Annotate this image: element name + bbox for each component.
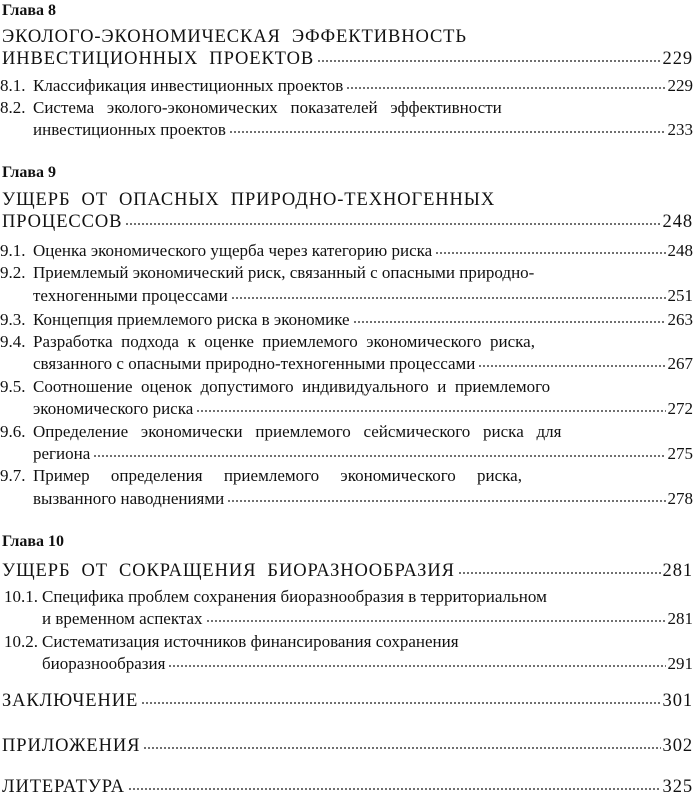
dot-leader <box>435 252 665 254</box>
page-number: 233 <box>667 120 693 139</box>
section-title-cont: вызванного наводнениями <box>33 489 225 508</box>
dot-leader <box>346 87 665 89</box>
entry-title: ЗАКЛЮЧЕНИЕ <box>2 691 139 711</box>
chapter-9-title-text-2: ПРОЦЕССОВ <box>2 212 123 232</box>
page-number: 278 <box>667 489 693 508</box>
section-title: Специфика проблем сохранения биоразнообразия в территориальном <box>42 587 547 606</box>
dot-leader <box>141 702 660 704</box>
section-title: Систематизация источников финансирования сохранения <box>42 632 459 651</box>
section-title: Определение экономически приемлемого сейсмического риска для <box>33 422 562 441</box>
section-number: 9.3. <box>0 310 26 329</box>
section-number: 8.1. <box>0 76 26 95</box>
entry-title: ЛИТЕРАТУРА <box>2 777 125 797</box>
section-9-5-line-2 <box>33 398 693 420</box>
page-number: 291 <box>667 654 693 673</box>
dot-leader <box>231 297 666 299</box>
section-title-cont: региона <box>33 444 91 463</box>
section-title: Пример определения приемлемого экономического риска, <box>33 466 522 485</box>
section-title-cont: инвестиционных проектов <box>33 120 226 139</box>
dot-leader <box>143 747 660 749</box>
section-9-4-line-2 <box>33 353 693 375</box>
dot-leader <box>317 60 660 62</box>
dot-leader <box>458 572 661 574</box>
section-number: 10.2. <box>4 632 38 651</box>
section-9-3-entry <box>0 309 693 331</box>
section-9-6-line-1 <box>0 421 655 443</box>
section-8-1-entry <box>0 75 693 97</box>
chapter-10-title-entry <box>2 560 693 582</box>
section-title: Соотношение оценок допустимого индивидуального и приемлемого <box>33 377 551 396</box>
page-number: 301 <box>662 691 693 711</box>
section-title-cont: экономического риска <box>33 399 194 418</box>
chapter-9-title-line-1 <box>2 189 622 211</box>
page-number: 325 <box>662 777 693 797</box>
dot-leader <box>128 788 661 790</box>
chapter-9-title-text-1: УЩЕРБ ОТ ОПАСНЫХ ПРИРОДНО-ТЕХНОГЕННЫХ <box>2 190 496 210</box>
page-number: 229 <box>667 76 693 95</box>
page-number: 302 <box>662 736 693 756</box>
section-9-7-line-1 <box>0 465 660 487</box>
section-title: Система эколого-экономических показателей эффективности <box>33 98 502 117</box>
section-8-2-line-1 <box>0 97 655 119</box>
section-number: 9.6. <box>0 422 26 441</box>
chapter-10-title-text: УЩЕРБ ОТ СОКРАЩЕНИЯ БИОРАЗНООБРАЗИЯ <box>2 561 455 581</box>
dot-leader <box>168 665 665 667</box>
section-10-1-line-1 <box>4 586 654 608</box>
toc-entry-appendices <box>2 735 693 757</box>
toc-entry-conclusion <box>2 690 693 712</box>
page-number: 281 <box>667 609 693 628</box>
page-number: 251 <box>667 286 693 305</box>
chapter-10-heading: Глава 10 <box>2 533 64 550</box>
section-9-1-entry <box>0 240 693 262</box>
page-number: 248 <box>667 241 693 260</box>
chapter-8-title-text-1: ЭКОЛОГО-ЭКОНОМИЧЕСКАЯ ЭФФЕКТИВНОСТЬ <box>2 27 467 47</box>
section-title-cont: и временном аспектах <box>42 609 203 628</box>
dot-leader <box>196 410 665 412</box>
section-9-2-line-2 <box>33 285 693 307</box>
page-number: 229 <box>662 49 693 69</box>
section-title-cont: связанного с опасными природно-техногенными процессами <box>33 354 476 373</box>
dot-leader <box>478 365 665 367</box>
section-number: 9.5. <box>0 377 26 396</box>
section-number: 8.2. <box>0 98 26 117</box>
section-9-6-line-2 <box>33 443 693 465</box>
page-number: 267 <box>667 354 693 373</box>
page-number: 275 <box>667 444 693 463</box>
section-10-1-line-2 <box>42 608 693 630</box>
dot-leader <box>229 131 666 133</box>
chapter-8-heading: Глава 8 <box>2 2 56 19</box>
chapter-8-title-entry <box>2 48 693 70</box>
dot-leader <box>353 321 666 323</box>
page-number: 248 <box>662 212 693 232</box>
section-title: Оценка экономического ущерба через категорию риска <box>33 241 433 260</box>
section-number: 9.4. <box>0 332 26 351</box>
section-title-cont: биоразнообразия <box>42 654 166 673</box>
chapter-8-title-text-2: ИНВЕСТИЦИОННЫХ ПРОЕКТОВ <box>2 49 315 69</box>
dot-leader <box>93 455 665 457</box>
section-9-2-line-1 <box>0 262 650 284</box>
chapter-9-heading: Глава 9 <box>2 164 56 181</box>
section-9-5-line-1 <box>0 376 660 398</box>
section-10-2-line-1 <box>4 631 644 653</box>
section-title: Классификация инвестиционных проектов <box>33 76 344 95</box>
section-8-2-line-2 <box>33 119 693 141</box>
chapter-9-title-entry <box>2 211 693 233</box>
dot-leader <box>206 620 666 622</box>
section-number: 9.2. <box>0 263 26 282</box>
section-number: 9.1. <box>0 241 26 260</box>
toc-entry-literature <box>2 776 693 798</box>
dot-leader <box>125 223 660 225</box>
entry-title: ПРИЛОЖЕНИЯ <box>2 736 141 756</box>
section-title: Разработка подхода к оценке приемлемого экономического риска, <box>33 332 535 351</box>
dot-leader <box>227 500 665 502</box>
page-number: 272 <box>667 399 693 418</box>
page-number: 263 <box>667 310 693 329</box>
section-title-cont: техногенными процессами <box>33 286 228 305</box>
section-number: 10.1. <box>4 587 38 606</box>
chapter-8-title-line-1 <box>2 26 602 48</box>
section-title: Концепция приемлемого риска в экономике <box>33 310 350 329</box>
section-10-2-line-2 <box>42 653 693 675</box>
section-9-7-line-2 <box>33 488 693 510</box>
section-number: 9.7. <box>0 466 26 485</box>
page-number: 281 <box>662 561 693 581</box>
section-9-4-line-1 <box>0 331 655 353</box>
section-title: Приемлемый экономический риск, связанный с опасными природно- <box>33 263 535 282</box>
